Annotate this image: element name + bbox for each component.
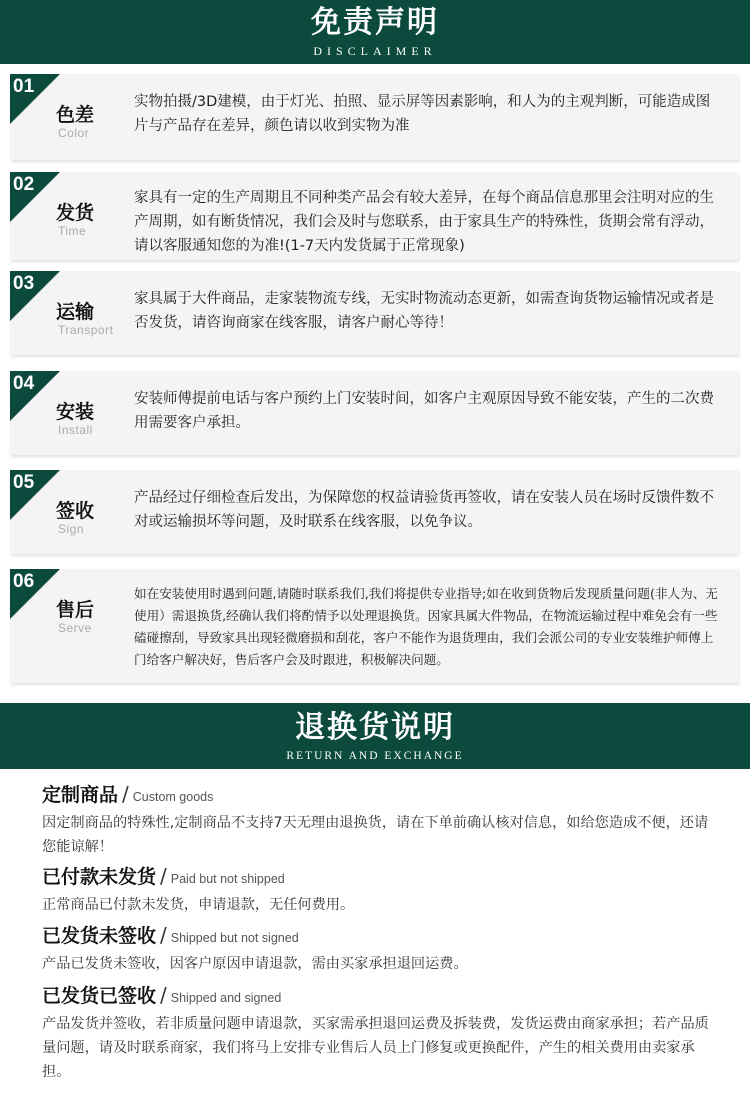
item-title: 色差 — [56, 104, 95, 126]
item-title: 安装 — [56, 401, 95, 423]
return-item-paid-not-shipped — [42, 862, 722, 917]
disclaimer-header — [0, 0, 750, 64]
disclaimer-item-transport — [10, 271, 738, 357]
item-title: 售后 — [56, 599, 95, 621]
return-item-text: 产品已发货未签收，因客户原因申请退款，需由买家承担退回运费。 — [42, 956, 468, 972]
return-item-heading — [42, 921, 722, 948]
disclaimer-item-color — [10, 74, 738, 160]
item-text: 产品经过仔细检查后发出，为保障您的权益请验货再签收，请在安装人员在场时反馈件数不对或运输损坏等问题，及时联系在线客服，以免争议。 — [134, 490, 714, 530]
returns-header — [0, 703, 750, 769]
disclaimer-item-sign — [10, 470, 738, 556]
disclaimer-item-serve — [10, 569, 738, 667]
disclaimer-item-install — [10, 371, 738, 457]
return-item-subtitle: Paid but not shipped — [170, 872, 285, 886]
item-text: 家具属于大件商品，走家装物流专线，无实时物流动态更新，如需查询货物运输情况或者是否发货，请咨询商家在线客服，请客户耐心等待！ — [134, 291, 714, 331]
item-number: 02 — [13, 174, 35, 195]
heading-slash: / — [122, 782, 129, 806]
item-text: 安装师傅提前电话与客户预约上门安装时间，如客户主观原因导致不能安装，产生的二次费用需要客户承担。 — [134, 391, 714, 431]
item-subtitle: Serve — [58, 621, 92, 635]
item-title: 签收 — [56, 500, 95, 522]
return-item-custom-goods — [42, 780, 722, 859]
return-item-title: 已发货已签收 — [42, 985, 157, 1007]
item-subtitle: Transport — [58, 323, 114, 337]
item-text: 如在安装使用时遇到问题,请随时联系我们,我们将提供专业指导;如在收到货物后发现质量问题(非人为、无使用）需退换货,经确认我们将酌情予以处理退换货。因家具属大件物品，在物流运输过程中难免会有一些磕碰擦刮，导致家具出现轻微磨损和刮花，客户不能作为退货理由，我们会派公司的专业安装维护师傅上门给客户解决好，售后客户会及时跟进，积极解决问题。 — [134, 586, 718, 667]
item-subtitle: Time — [58, 224, 87, 238]
item-text: 家具有一定的生产周期且不同种类产品会有较大差异，在每个商品信息那里会注明对应的生产周期，如有断货情况，我们会及时与您联系，由于家具生产的特殊性，货期会常有浮动，请以客服通知您的为准!(1-7天内发货属于正常现象) — [134, 190, 714, 254]
item-number: 01 — [13, 76, 35, 97]
item-subtitle: Color — [58, 126, 90, 140]
return-item-shipped-and-signed — [42, 981, 722, 1084]
disclaimer-subtitle: DISCLAIMER — [313, 44, 437, 58]
heading-slash: / — [160, 983, 167, 1007]
disclaimer-item-time — [10, 172, 738, 258]
return-item-title: 已付款未发货 — [42, 866, 157, 888]
return-item-heading — [42, 862, 722, 889]
item-text: 实物拍摄/3D建模，由于灯光、拍照、显示屏等因素影响，和人为的主观判断，可能造成图片与产品存在差异，颜色请以收到实物为准 — [134, 94, 711, 134]
item-subtitle: Sign — [58, 522, 85, 536]
heading-slash: / — [160, 864, 167, 888]
return-item-heading — [42, 981, 722, 1008]
returns-title: 退换货说明 — [295, 710, 455, 745]
return-item-title: 已发货未签收 — [42, 925, 157, 947]
item-number: 06 — [13, 571, 35, 592]
item-number: 04 — [13, 373, 35, 394]
return-item-subtitle: Shipped but not signed — [170, 931, 299, 945]
return-item-shipped-not-signed — [42, 921, 722, 976]
item-title: 运输 — [56, 301, 95, 323]
return-item-heading — [42, 780, 722, 807]
item-subtitle: Install — [58, 423, 93, 437]
disclaimer-title: 免责声明 — [311, 5, 439, 40]
item-number: 05 — [13, 472, 35, 493]
heading-slash: / — [160, 923, 167, 947]
returns-subtitle: RETURN AND EXCHANGE — [286, 750, 464, 762]
return-item-text: 正常商品已付款未发货，申请退款，无任何费用。 — [42, 897, 355, 913]
item-title: 发货 — [56, 202, 95, 224]
return-item-title: 定制商品 — [42, 784, 119, 806]
return-item-subtitle: Shipped and signed — [170, 991, 282, 1005]
return-item-subtitle: Custom goods — [132, 790, 214, 804]
return-item-text: 因定制商品的特殊性,定制商品不支持7天无理由退换货，请在下单前确认核对信息，如给您造成不便，还请您能谅解！ — [42, 815, 709, 855]
item-number: 03 — [13, 273, 35, 294]
return-item-text: 产品发货并签收，若非质量问题申请退款，买家需承担退回运费及拆装费，发货运费由商家承担；若产品质量问题，请及时联系商家，我们将马上安排专业售后人员上门修复或更换配件，产生的相关费用由卖家承担。 — [42, 1016, 709, 1080]
